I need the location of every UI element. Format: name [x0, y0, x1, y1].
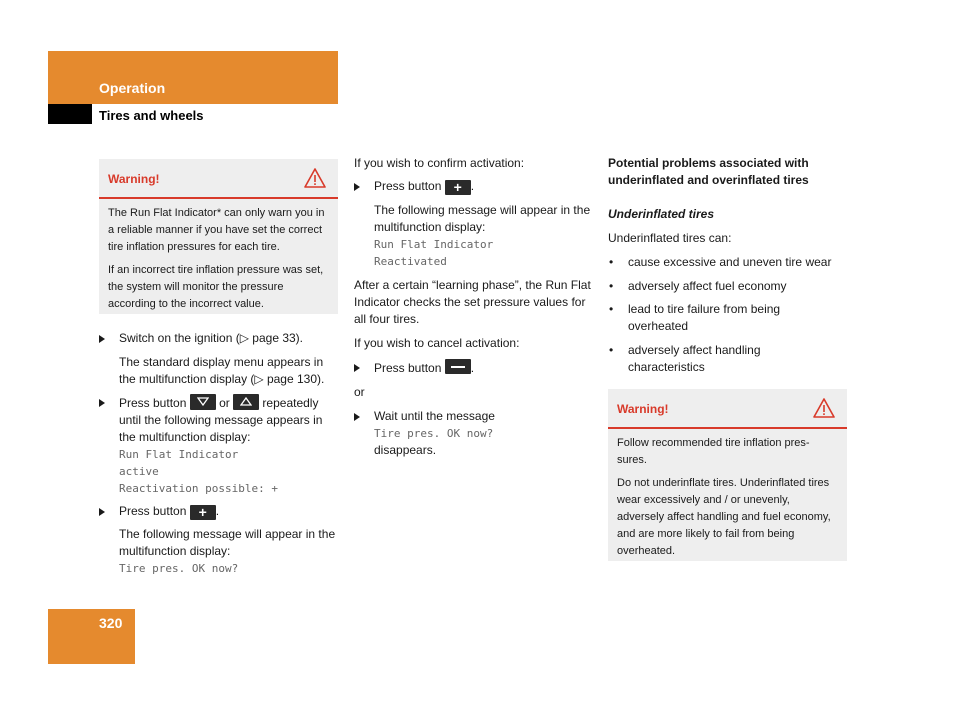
bullet-icon: • — [609, 279, 614, 293]
step-arrow-icon — [354, 413, 360, 421]
list-item-text: adversely affect handling characteristics — [628, 343, 761, 374]
display-message: Reactivation possible: + — [119, 482, 278, 495]
warning-triangle-icon — [304, 168, 326, 188]
step-text — [374, 359, 594, 377]
step-cancel — [354, 359, 594, 377]
step-result — [99, 354, 339, 388]
list-item — [608, 342, 848, 376]
step-text: disappears. — [374, 443, 437, 457]
warning-paragraph: The Run Flat Indicator* can only warn you in a reliable manner if you have set the correct tire inflation pressures for each tire. — [108, 207, 325, 253]
step-result — [99, 526, 339, 577]
display-message: Reactivated — [374, 255, 447, 268]
step-text-part: repeatedly until the following message appears in the multifunction display: — [119, 396, 323, 444]
step-press-buttons — [99, 394, 339, 497]
button-down-icon — [190, 394, 216, 410]
step-arrow-icon — [354, 364, 360, 372]
page-number: 320 — [99, 615, 123, 631]
list-item — [608, 278, 848, 295]
warning-title: Warning! — [108, 172, 160, 186]
list-item-text: cause excessive and uneven tire wear — [628, 255, 832, 269]
display-message: active — [119, 465, 159, 478]
section-subheading: Underinflated tires — [608, 207, 715, 221]
step-arrow-icon — [354, 183, 360, 191]
warning-box-run-flat — [99, 159, 338, 314]
step-result-text: The standard display menu appears in the multifunction display (▷ page 130). — [119, 355, 325, 386]
step-press-plus — [99, 503, 339, 520]
display-message: Run Flat Indicator — [119, 448, 239, 461]
step-text-part: . — [470, 179, 475, 193]
step-result-text: The following message will appear in the multifunction display: — [119, 527, 336, 558]
bullet-icon: • — [609, 343, 614, 357]
step-text-part: . — [215, 504, 220, 518]
button-plus-icon: + — [190, 505, 216, 520]
display-message: Tire pres. OK now? — [374, 427, 494, 440]
warning-header — [99, 159, 338, 199]
step-text-part: . — [470, 361, 475, 375]
section-tab — [48, 51, 338, 104]
display-message: Run Flat Indicator — [374, 238, 494, 251]
step-text-part: or — [219, 396, 230, 410]
bullet-icon: • — [609, 302, 614, 316]
list-item-text: lead to tire failure from being overheated — [628, 302, 781, 333]
learning-paragraph: After a certain “learning phase”, the Run Flat Indicator checks the set pressure values for all four tires. — [354, 278, 591, 326]
warning-box-underinflation — [608, 389, 847, 561]
step-text: Wait until the message — [374, 409, 495, 423]
warning-body — [99, 199, 338, 313]
list-item — [608, 301, 848, 335]
step-arrow-icon — [99, 508, 105, 516]
confirm-intro: If you wish to confirm activation: — [354, 156, 525, 170]
step-text — [119, 503, 339, 520]
display-message: Tire pres. OK now? — [119, 562, 239, 575]
column-2-steps — [354, 155, 594, 459]
step-text-part: Press button — [374, 179, 442, 193]
warning-paragraph: Do not underinflate tires. Underinflated tires wear excessively and / or unevenly, adversely affect handling and fuel economy, and are more likely to fail from being overheated. — [617, 477, 831, 557]
step-wait — [354, 408, 594, 459]
subsection-title: Tires and wheels — [99, 108, 204, 123]
or-text: or — [354, 385, 365, 399]
step-confirm — [354, 178, 594, 195]
step-text-part: Press button — [119, 504, 187, 518]
button-up-icon — [233, 394, 259, 410]
warning-title: Warning! — [617, 402, 669, 416]
button-minus-icon — [445, 359, 471, 374]
step-arrow-icon — [99, 335, 105, 343]
subsection-marker — [48, 104, 92, 124]
list-item — [608, 254, 848, 271]
step-text: Switch on the ignition (▷ page 33). — [119, 331, 304, 345]
step-text-part: Press button — [119, 396, 187, 410]
section-title: Operation — [99, 80, 166, 96]
step-arrow-icon — [99, 399, 105, 407]
step-ignition — [99, 330, 339, 347]
step-text-part: Press button — [374, 361, 442, 375]
step-result — [354, 202, 594, 270]
button-plus-icon: + — [445, 180, 471, 195]
warning-header — [608, 389, 847, 429]
column-3-info — [608, 155, 848, 376]
list-item-text: adversely affect fuel economy — [628, 279, 787, 293]
section-heading: Potential problems associated with underinflated and overinflated tires — [608, 156, 809, 187]
step-text — [119, 394, 339, 446]
column-1-steps — [99, 330, 339, 577]
bullet-icon: • — [609, 255, 614, 269]
step-result-text: The following message will appear in the multifunction display: — [374, 203, 591, 234]
intro-text: Underinflated tires can: — [608, 231, 732, 245]
warning-paragraph: If an incorrect tire inflation pressure was set, the system will monitor the pressure according to the incorrect value. — [108, 264, 324, 310]
step-text — [374, 178, 594, 195]
warning-body — [608, 429, 847, 560]
cancel-intro: If you wish to cancel activation: — [354, 336, 520, 350]
warning-triangle-icon — [813, 398, 835, 418]
warning-paragraph: Follow recommended tire inflation pres-sures. — [617, 437, 810, 466]
